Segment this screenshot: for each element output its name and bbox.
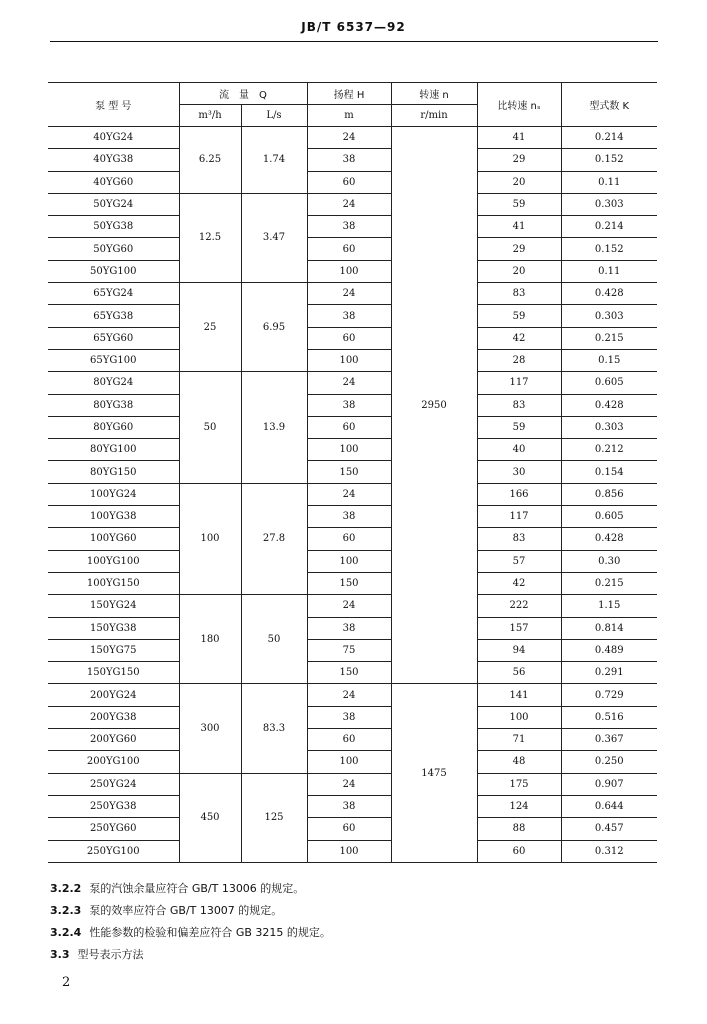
cell-flow-m3h: 50 <box>179 372 241 483</box>
cell-model: 50YG38 <box>48 216 179 238</box>
cell-model: 65YG38 <box>48 305 179 327</box>
cell-head: 38 <box>307 617 391 639</box>
table-row <box>48 639 657 661</box>
cell-specific-speed: 59 <box>477 193 561 215</box>
header-pump-model: 泵 型 号 <box>48 83 179 127</box>
table-row <box>48 595 657 617</box>
page-number: 2 <box>62 975 71 990</box>
table-row <box>48 327 657 349</box>
table-row <box>48 795 657 817</box>
table-row <box>48 171 657 193</box>
cell-type-number: 0.215 <box>561 572 657 594</box>
cell-specific-speed: 41 <box>477 216 561 238</box>
cell-flow-ls: 13.9 <box>241 372 307 483</box>
cell-type-number: 0.303 <box>561 416 657 438</box>
cell-type-number: 0.428 <box>561 283 657 305</box>
cell-model: 150YG75 <box>48 639 179 661</box>
cell-model: 100YG100 <box>48 550 179 572</box>
cell-model: 80YG60 <box>48 416 179 438</box>
table-row <box>48 572 657 594</box>
cell-head: 60 <box>307 327 391 349</box>
cell-head: 60 <box>307 729 391 751</box>
cell-head: 150 <box>307 572 391 594</box>
table-row <box>48 305 657 327</box>
cell-specific-speed: 166 <box>477 483 561 505</box>
note-3-2-2: 3.2.2 泵的汽蚀余量应符合 GB/T 13006 的规定。 <box>50 882 305 895</box>
table-row <box>48 238 657 260</box>
cell-flow-ls: 50 <box>241 595 307 684</box>
cell-type-number: 0.152 <box>561 238 657 260</box>
cell-flow-ls: 27.8 <box>241 483 307 594</box>
cell-head: 24 <box>307 127 391 149</box>
cell-head: 24 <box>307 483 391 505</box>
cell-flow-ls: 83.3 <box>241 684 307 773</box>
cell-model: 100YG150 <box>48 572 179 594</box>
cell-specific-speed: 88 <box>477 818 561 840</box>
cell-type-number: 0.30 <box>561 550 657 572</box>
header-flow: 流 量 Q <box>179 83 307 105</box>
table-row <box>48 706 657 728</box>
cell-specific-speed: 117 <box>477 372 561 394</box>
cell-specific-speed: 83 <box>477 528 561 550</box>
cell-head: 100 <box>307 260 391 282</box>
cell-specific-speed: 100 <box>477 706 561 728</box>
cell-model: 40YG24 <box>48 127 179 149</box>
cell-specific-speed: 57 <box>477 550 561 572</box>
cell-head: 60 <box>307 238 391 260</box>
table-row <box>48 528 657 550</box>
table-row <box>48 550 657 572</box>
cell-head: 24 <box>307 595 391 617</box>
cell-model: 150YG24 <box>48 595 179 617</box>
note-3-2-3: 3.2.3 泵的效率应符合 GB/T 13007 的规定。 <box>50 904 283 917</box>
cell-head: 60 <box>307 818 391 840</box>
cell-type-number: 0.303 <box>561 193 657 215</box>
header-specific-speed: 比转速 nₛ <box>477 83 561 127</box>
cell-model: 40YG38 <box>48 149 179 171</box>
cell-type-number: 0.11 <box>561 260 657 282</box>
table-row <box>48 840 657 862</box>
cell-model: 80YG24 <box>48 372 179 394</box>
cell-flow-ls: 125 <box>241 773 307 862</box>
cell-model: 50YG24 <box>48 193 179 215</box>
cell-speed: 2950 <box>391 127 477 684</box>
cell-flow-m3h: 25 <box>179 283 241 372</box>
cell-type-number: 0.428 <box>561 394 657 416</box>
cell-type-number: 0.367 <box>561 729 657 751</box>
cell-type-number: 0.856 <box>561 483 657 505</box>
cell-type-number: 0.214 <box>561 216 657 238</box>
cell-flow-m3h: 450 <box>179 773 241 862</box>
cell-head: 150 <box>307 461 391 483</box>
cell-model: 250YG38 <box>48 795 179 817</box>
table-row <box>48 416 657 438</box>
header-type-number: 型式数 K <box>561 83 657 127</box>
cell-speed: 1475 <box>391 684 477 862</box>
cell-type-number: 0.312 <box>561 840 657 862</box>
cell-specific-speed: 157 <box>477 617 561 639</box>
cell-head: 100 <box>307 550 391 572</box>
cell-model: 100YG24 <box>48 483 179 505</box>
cell-head: 60 <box>307 416 391 438</box>
cell-type-number: 0.489 <box>561 639 657 661</box>
table-row <box>48 127 657 149</box>
cell-head: 150 <box>307 662 391 684</box>
cell-head: 60 <box>307 528 391 550</box>
header-rule <box>50 41 658 42</box>
cell-model: 80YG150 <box>48 461 179 483</box>
cell-type-number: 0.215 <box>561 327 657 349</box>
cell-specific-speed: 56 <box>477 662 561 684</box>
cell-specific-speed: 29 <box>477 149 561 171</box>
table-row <box>48 260 657 282</box>
cell-specific-speed: 20 <box>477 260 561 282</box>
cell-specific-speed: 42 <box>477 327 561 349</box>
table-row <box>48 818 657 840</box>
cell-flow-m3h: 300 <box>179 684 241 773</box>
note-3-2-4: 3.2.4 性能参数的检验和偏差应符合 GB 3215 的规定。 <box>50 926 331 939</box>
cell-type-number: 0.457 <box>561 818 657 840</box>
cell-flow-m3h: 6.25 <box>179 127 241 194</box>
cell-head: 100 <box>307 840 391 862</box>
cell-head: 38 <box>307 506 391 528</box>
cell-specific-speed: 222 <box>477 595 561 617</box>
cell-specific-speed: 20 <box>477 171 561 193</box>
cell-model: 100YG60 <box>48 528 179 550</box>
table-row <box>48 439 657 461</box>
header-head-unit: m <box>307 105 391 127</box>
table-row <box>48 617 657 639</box>
cell-type-number: 1.15 <box>561 595 657 617</box>
cell-model: 200YG38 <box>48 706 179 728</box>
cell-specific-speed: 40 <box>477 439 561 461</box>
cell-model: 100YG38 <box>48 506 179 528</box>
cell-model: 250YG100 <box>48 840 179 862</box>
cell-model: 150YG38 <box>48 617 179 639</box>
cell-model: 200YG100 <box>48 751 179 773</box>
table-row <box>48 684 657 706</box>
cell-specific-speed: 124 <box>477 795 561 817</box>
cell-type-number: 0.154 <box>561 461 657 483</box>
cell-type-number: 0.605 <box>561 372 657 394</box>
cell-specific-speed: 117 <box>477 506 561 528</box>
header-speed: 转速 n <box>391 83 477 105</box>
cell-head: 75 <box>307 639 391 661</box>
cell-head: 38 <box>307 149 391 171</box>
table-row <box>48 461 657 483</box>
cell-model: 65YG24 <box>48 283 179 305</box>
cell-head: 100 <box>307 349 391 371</box>
table-row <box>48 773 657 795</box>
cell-specific-speed: 30 <box>477 461 561 483</box>
cell-model: 250YG24 <box>48 773 179 795</box>
cell-head: 60 <box>307 171 391 193</box>
table-row <box>48 729 657 751</box>
cell-type-number: 0.814 <box>561 617 657 639</box>
cell-type-number: 0.303 <box>561 305 657 327</box>
table-row <box>48 193 657 215</box>
header-speed-unit: r/min <box>391 105 477 127</box>
table-row <box>48 372 657 394</box>
cell-model: 50YG60 <box>48 238 179 260</box>
cell-flow-m3h: 180 <box>179 595 241 684</box>
cell-specific-speed: 59 <box>477 416 561 438</box>
cell-flow-ls: 1.74 <box>241 127 307 194</box>
cell-model: 65YG100 <box>48 349 179 371</box>
cell-head: 38 <box>307 795 391 817</box>
cell-type-number: 0.907 <box>561 773 657 795</box>
cell-specific-speed: 28 <box>477 349 561 371</box>
cell-head: 38 <box>307 216 391 238</box>
cell-head: 38 <box>307 706 391 728</box>
cell-specific-speed: 175 <box>477 773 561 795</box>
table-row <box>48 349 657 371</box>
cell-model: 80YG38 <box>48 394 179 416</box>
cell-head: 24 <box>307 283 391 305</box>
table-row <box>48 662 657 684</box>
cell-model: 40YG60 <box>48 171 179 193</box>
cell-specific-speed: 29 <box>477 238 561 260</box>
cell-specific-speed: 59 <box>477 305 561 327</box>
cell-flow-m3h: 100 <box>179 483 241 594</box>
cell-specific-speed: 48 <box>477 751 561 773</box>
cell-model: 200YG60 <box>48 729 179 751</box>
cell-flow-m3h: 12.5 <box>179 193 241 282</box>
cell-specific-speed: 83 <box>477 394 561 416</box>
cell-specific-speed: 141 <box>477 684 561 706</box>
cell-specific-speed: 42 <box>477 572 561 594</box>
cell-type-number: 0.214 <box>561 127 657 149</box>
cell-specific-speed: 83 <box>477 283 561 305</box>
cell-head: 100 <box>307 751 391 773</box>
cell-type-number: 0.250 <box>561 751 657 773</box>
cell-type-number: 0.15 <box>561 349 657 371</box>
cell-type-number: 0.729 <box>561 684 657 706</box>
table-row <box>48 506 657 528</box>
cell-type-number: 0.11 <box>561 171 657 193</box>
cell-model: 80YG100 <box>48 439 179 461</box>
table-row <box>48 483 657 505</box>
cell-specific-speed: 71 <box>477 729 561 751</box>
cell-head: 38 <box>307 305 391 327</box>
cell-flow-ls: 3.47 <box>241 193 307 282</box>
cell-specific-speed: 94 <box>477 639 561 661</box>
cell-type-number: 0.428 <box>561 528 657 550</box>
cell-specific-speed: 60 <box>477 840 561 862</box>
header-head: 扬程 H <box>307 83 391 105</box>
cell-head: 24 <box>307 372 391 394</box>
header-flow-m3h: m³/h <box>179 105 241 127</box>
cell-model: 250YG60 <box>48 818 179 840</box>
cell-head: 24 <box>307 773 391 795</box>
cell-model: 65YG60 <box>48 327 179 349</box>
table-body <box>48 127 657 863</box>
table-row <box>48 751 657 773</box>
cell-flow-ls: 6.95 <box>241 283 307 372</box>
cell-model: 200YG24 <box>48 684 179 706</box>
pump-spec-table <box>48 82 657 863</box>
cell-head: 100 <box>307 439 391 461</box>
table-row <box>48 149 657 171</box>
cell-type-number: 0.152 <box>561 149 657 171</box>
cell-specific-speed: 41 <box>477 127 561 149</box>
document-header: JB/T 6537—92 <box>301 20 406 34</box>
notes-section <box>50 878 331 966</box>
note-3-3: 3.3 型号表示方法 <box>50 948 144 961</box>
cell-head: 24 <box>307 684 391 706</box>
cell-type-number: 0.212 <box>561 439 657 461</box>
table-row <box>48 216 657 238</box>
cell-head: 38 <box>307 394 391 416</box>
cell-type-number: 0.605 <box>561 506 657 528</box>
table-row <box>48 283 657 305</box>
cell-type-number: 0.291 <box>561 662 657 684</box>
cell-model: 50YG100 <box>48 260 179 282</box>
cell-type-number: 0.644 <box>561 795 657 817</box>
cell-type-number: 0.516 <box>561 706 657 728</box>
cell-head: 24 <box>307 193 391 215</box>
header-flow-ls: L/s <box>241 105 307 127</box>
cell-model: 150YG150 <box>48 662 179 684</box>
table-row <box>48 394 657 416</box>
